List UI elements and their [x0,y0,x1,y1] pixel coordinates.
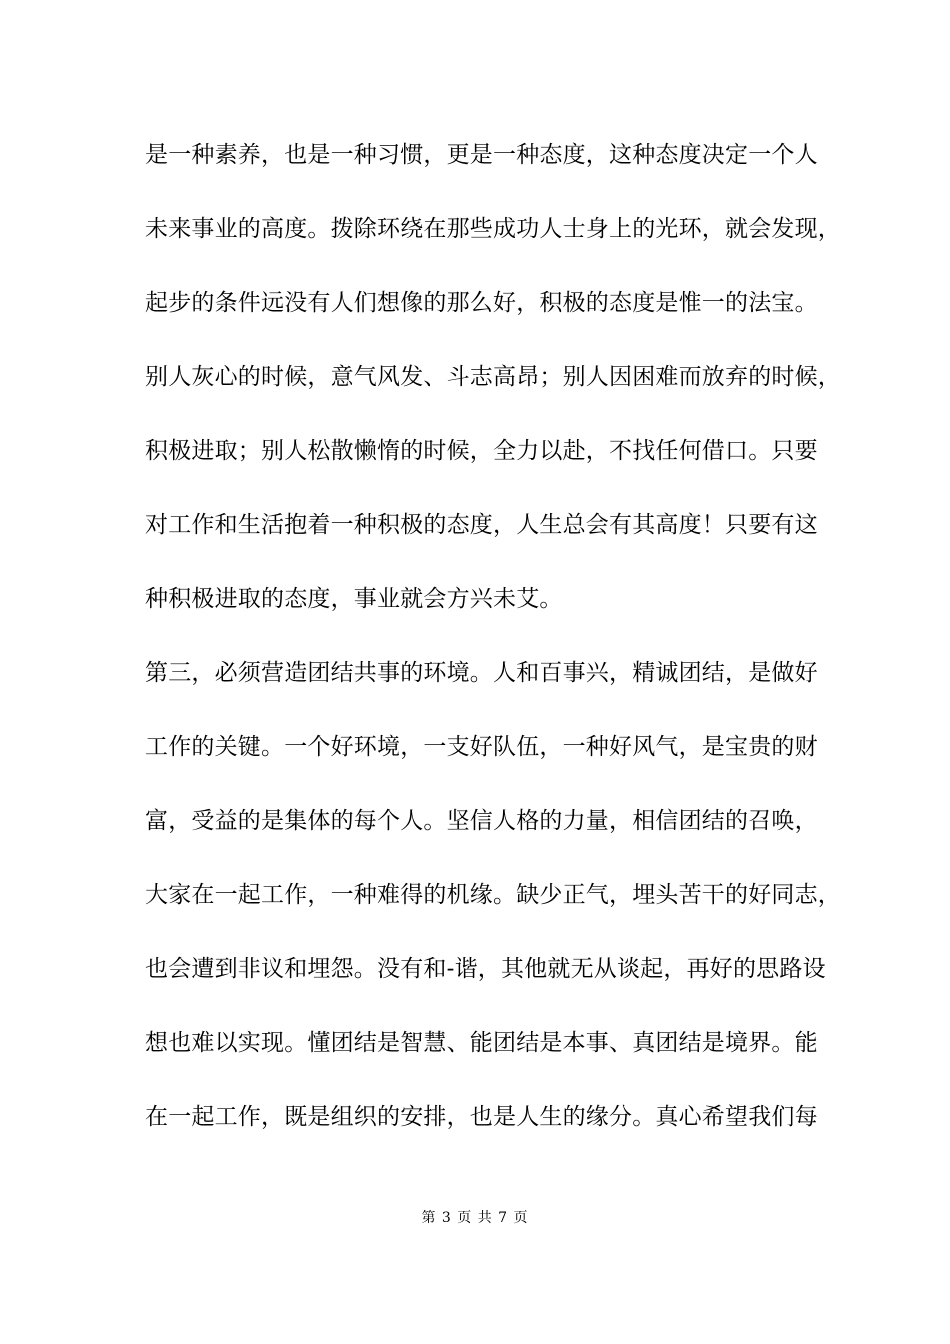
text-line: 种积极进取的态度，事业就会方兴未艾。 [145,586,563,612]
text-line: 别人灰心的时候，意气风发、斗志高昂；别人因困难而放弃的时候， [145,364,841,390]
text-line: 未来事业的高度。拨除环绕在那些成功人士身上的光环，就会发现， [145,216,841,242]
text-line: 对工作和生活抱着一种积极的态度，人生总会有其高度！只要有这 [145,512,818,538]
body-text [145,135,841,1171]
text-line: 起步的条件远没有人们想像的那么好，积极的态度是惟一的法宝。 [145,290,818,316]
text-line: 在一起工作，既是组织的安排，也是人生的缘分。真心希望我们每 [145,1104,818,1130]
text-line: 工作的关键。一个好环境，一支好队伍，一种好风气，是宝贵的财 [145,734,818,760]
page-footer [0,1207,950,1227]
text-line: 积极进取；别人松散懒惰的时候，全力以赴，不找任何借口。只要 [145,438,818,464]
page-number: 第 3 页 共 7 页 [421,1210,529,1226]
text-line: 也会遭到非议和埋怨。没有和-谐，其他就无从谈起，再好的思路设 [145,956,826,982]
text-line: 大家在一起工作，一种难得的机缘。缺少正气，埋头苦干的好同志， [145,882,841,908]
text-line: 是一种素养，也是一种习惯，更是一种态度，这种态度决定一个人 [145,142,818,168]
text-line: 第三，必须营造团结共事的环境。人和百事兴，精诚团结，是做好 [145,660,818,686]
text-line: 富，受益的是集体的每个人。坚信人格的力量，相信团结的召唤， [145,808,818,834]
text-line: 想也难以实现。懂团结是智慧、能团结是本事、真团结是境界。能 [145,1030,818,1056]
